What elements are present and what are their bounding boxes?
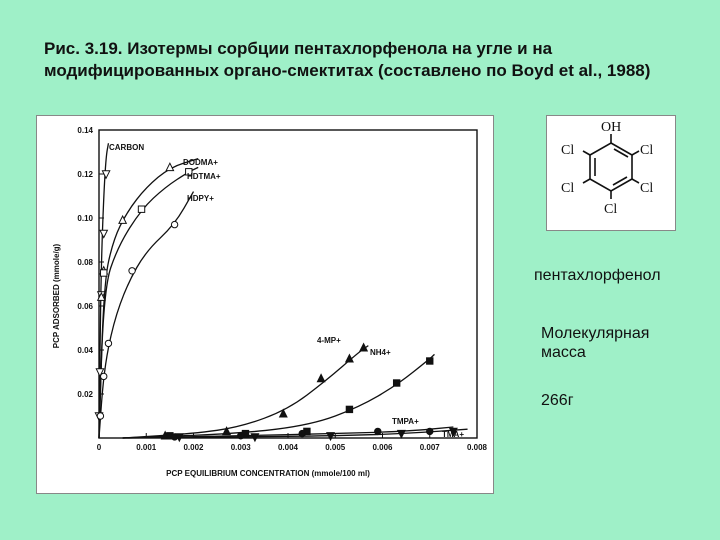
data-point-tmpa	[299, 430, 305, 436]
isotherm-curve-dodma	[99, 159, 198, 438]
data-point-dodma	[166, 163, 173, 170]
data-point-4mp	[317, 374, 324, 381]
x-tick-label: 0.004	[277, 443, 299, 452]
y-tick-label: 0.06	[77, 302, 93, 311]
data-point-hdpy	[171, 221, 177, 227]
x-tick-label: 0.001	[136, 443, 157, 452]
x-tick-label: 0.007	[419, 443, 440, 452]
isotherm-curve-4mp	[123, 346, 369, 438]
plot-area-frame	[99, 130, 477, 438]
x-tick-label: 0.005	[325, 443, 346, 452]
isotherm-curve-hdtma	[99, 167, 198, 438]
y-tick-label: 0.10	[77, 214, 93, 223]
molar-mass-value: 266г	[541, 392, 574, 409]
data-point-hdpy	[105, 340, 111, 346]
series-label-hdpy: HDPY+	[187, 194, 214, 203]
data-point-carbon	[100, 230, 107, 237]
data-point-hdpy	[101, 373, 107, 379]
data-point-nh4	[346, 406, 352, 412]
molar-mass-label: Молекулярная масса	[541, 325, 650, 361]
series-label-dodma: DODMA+	[183, 158, 218, 167]
data-point-tmpa	[375, 428, 381, 434]
series-label-4mp: 4-MP+	[317, 336, 341, 345]
chlorine-label: Cl	[561, 181, 575, 196]
series-label-carbon: CARBON	[109, 143, 145, 152]
compound-name: пентахлорфенол	[534, 267, 661, 284]
benzene-ring	[583, 134, 639, 199]
x-tick-label: 0.008	[466, 443, 488, 452]
y-tick-label: 0.12	[77, 170, 93, 179]
chlorine-label: Cl	[640, 181, 654, 196]
y-tick-label: 0.08	[77, 258, 93, 267]
chart-panel	[36, 115, 494, 494]
x-axis-label: PCP EQUILIBRIUM CONCENTRATION (mmole/100 ml)	[166, 469, 370, 478]
y-tick-label: 0.14	[77, 126, 93, 135]
series-label-tmpa: TMPA+	[392, 417, 419, 426]
series-label-tma: TMA+	[442, 430, 464, 439]
series-label-nh4: NH4+	[370, 348, 391, 357]
isotherm-chart	[37, 116, 493, 493]
x-tick-label: 0.002	[183, 443, 204, 452]
slide-title: Рис. 3.19. Изотермы сорбции пентахлорфенола на угле и на модифицированных органо-смектитах (составлено по Boyd et al., 1988)	[44, 39, 651, 80]
isotherm-curve-nh4	[123, 354, 435, 438]
hydroxyl-label: OH	[601, 120, 622, 135]
x-tick-label: 0.006	[372, 443, 393, 452]
chlorine-label: Cl	[604, 202, 618, 217]
data-point-nh4	[393, 380, 399, 386]
y-axis-label: PCP ADSORBED (mmole/g)	[52, 243, 61, 349]
x-tick-label: 0	[96, 443, 102, 452]
y-tick-label: 0.04	[77, 346, 93, 355]
x-tick-label: 0.003	[230, 443, 251, 452]
y-tick-label: 0.02	[77, 390, 93, 399]
isotherm-curve-hdpy	[99, 192, 194, 438]
molecule-structure-panel	[546, 115, 676, 231]
data-point-hdtma	[138, 206, 144, 212]
pentachlorophenol-structure	[547, 116, 675, 230]
data-point-hdtma	[101, 270, 107, 276]
chlorine-label: Cl	[640, 143, 654, 158]
data-point-hdpy	[129, 268, 135, 274]
data-point-nh4	[427, 358, 433, 364]
data-point-hdpy	[97, 413, 103, 419]
series-label-hdtma: HDTMA+	[187, 172, 221, 181]
chlorine-label: Cl	[561, 143, 575, 158]
